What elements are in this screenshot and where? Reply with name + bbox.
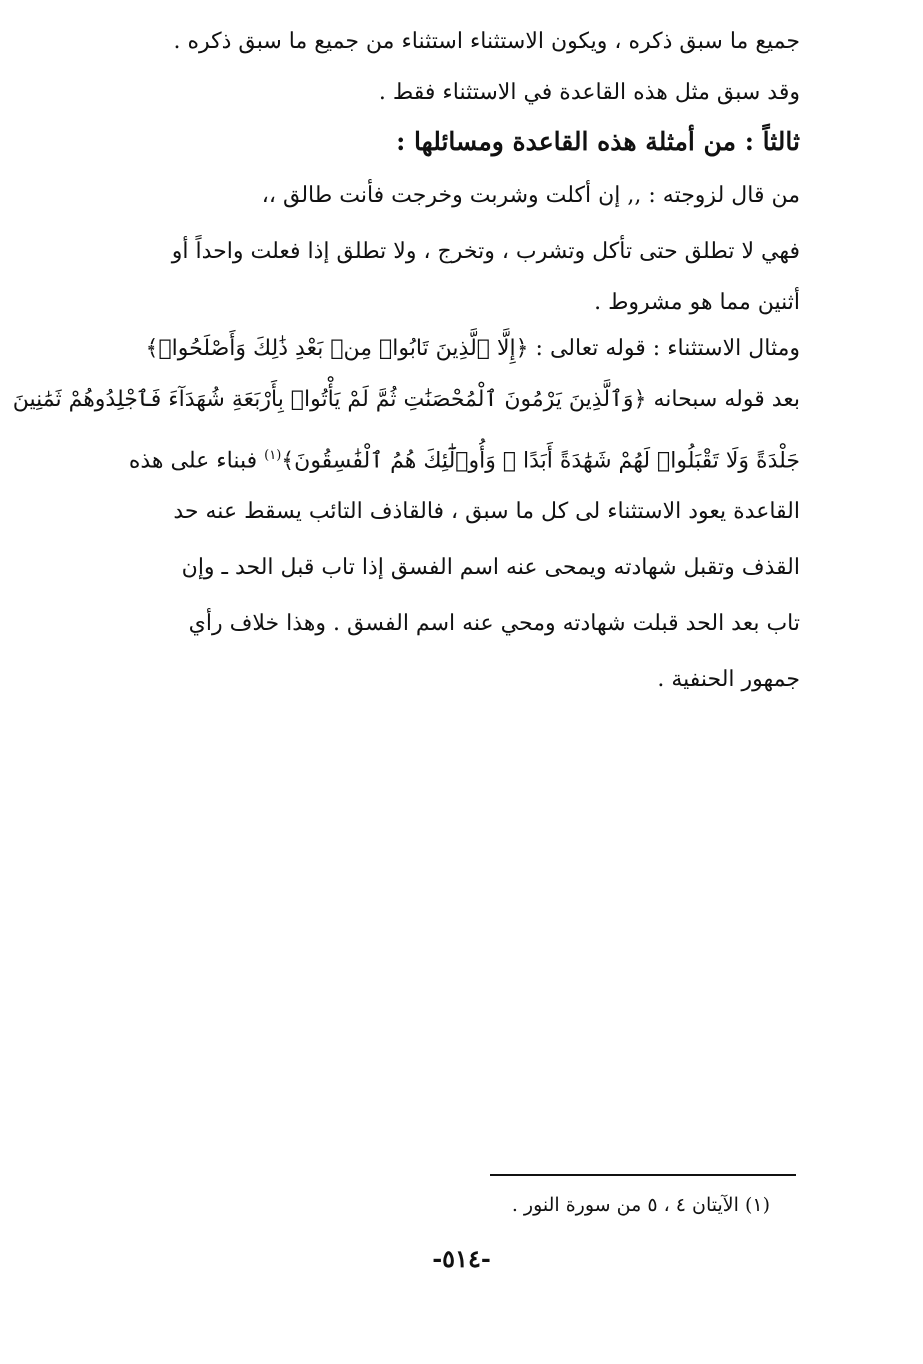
text-line-4: فهي لا تطلق حتى تأكل وتشرب ، وتخرج ، ولا تطلق إذا فعلت واحداً أو bbox=[171, 239, 800, 264]
main-text bbox=[12, 14, 800, 708]
footnote-reference: (١) bbox=[264, 448, 282, 463]
ornate-bracket-open: ﴿ bbox=[515, 336, 529, 361]
quran-verse-1: إِلَّا ٱلَّذِينَ تَابُوا۟ مِنۢ بَعْدِ ذَٰلِكَ وَأَصْلَحُوا۟ bbox=[158, 336, 516, 361]
footnote-divider bbox=[490, 1174, 796, 1176]
page-number: -٥١٤- bbox=[432, 1244, 491, 1273]
example-intro: ومثال الاستثناء : قوله تعالى : bbox=[535, 336, 800, 361]
ornate-bracket-close: ﴾ bbox=[145, 336, 159, 361]
footnote bbox=[380, 1192, 770, 1218]
text-line-11: تاب بعد الحد قبلت شهادته ومحي عنه اسم الفسق . وهذا خلاف رأي bbox=[188, 611, 800, 636]
text-line-2: وقد سبق مثل هذه القاعدة في الاستثناء فقط . bbox=[378, 80, 800, 105]
ornate-bracket-open: ﴿ bbox=[633, 387, 647, 412]
text-line-12: جمهور الحنفية . bbox=[657, 667, 800, 692]
footnote-text: الآيتان ٤ ، ٥ من سورة النور . bbox=[511, 1194, 739, 1216]
text-line-1: جميع ما سبق ذكره ، ويكون الاستثناء استثناء من جميع ما سبق ذكره . bbox=[173, 29, 800, 54]
footnote-marker: (١) bbox=[744, 1194, 770, 1216]
section-heading-text: من أمثلة هذه القاعدة ومسائلها : bbox=[396, 127, 736, 156]
text-line-9: القاعدة يعود الاستثناء لى كل ما سبق ، فالقاذف التائب يسقط عنه حد bbox=[173, 499, 800, 524]
verse-intro: بعد قوله سبحانه bbox=[653, 387, 800, 412]
quran-verse-2b: جَلْدَةً وَلَا تَقْبَلُوا۟ لَهُمْ شَهَٰدَةً أَبَدًا ۚ وَأُو۟لَٰٓئِكَ هُمُ ٱلْفَٰسِقُونَ bbox=[294, 448, 800, 474]
quran-verse-2a: وَٱلَّذِينَ يَرْمُونَ ٱلْمُحْصَنَٰتِ ثُمَّ لَمْ يَأْتُوا۟ بِأَرْبَعَةِ شُهَدَآءَ فَٱجْلِدُوهُمْ ثَمَٰنِينَ bbox=[12, 387, 634, 412]
section-heading-label: ثالثاً : bbox=[744, 127, 800, 156]
text-line-8 bbox=[100, 428, 800, 484]
text-line-5: أثنين مما هو مشروط . bbox=[594, 290, 800, 315]
text-line-6 bbox=[100, 326, 800, 372]
text-line-3: من قال لزوجته : ,, إن أكلت وشربت وخرجت فأنت طالق ،، bbox=[261, 183, 800, 208]
consequence-text: فبناء على هذه bbox=[128, 448, 258, 474]
section-heading bbox=[100, 116, 800, 168]
text-line-10: القذف وتقبل شهادته ويمحى عنه اسم الفسق إذا تاب قبل الحد ـ وإن bbox=[181, 555, 800, 580]
ornate-bracket-close: ﴾ bbox=[281, 448, 295, 474]
text-line-7 bbox=[12, 372, 800, 428]
